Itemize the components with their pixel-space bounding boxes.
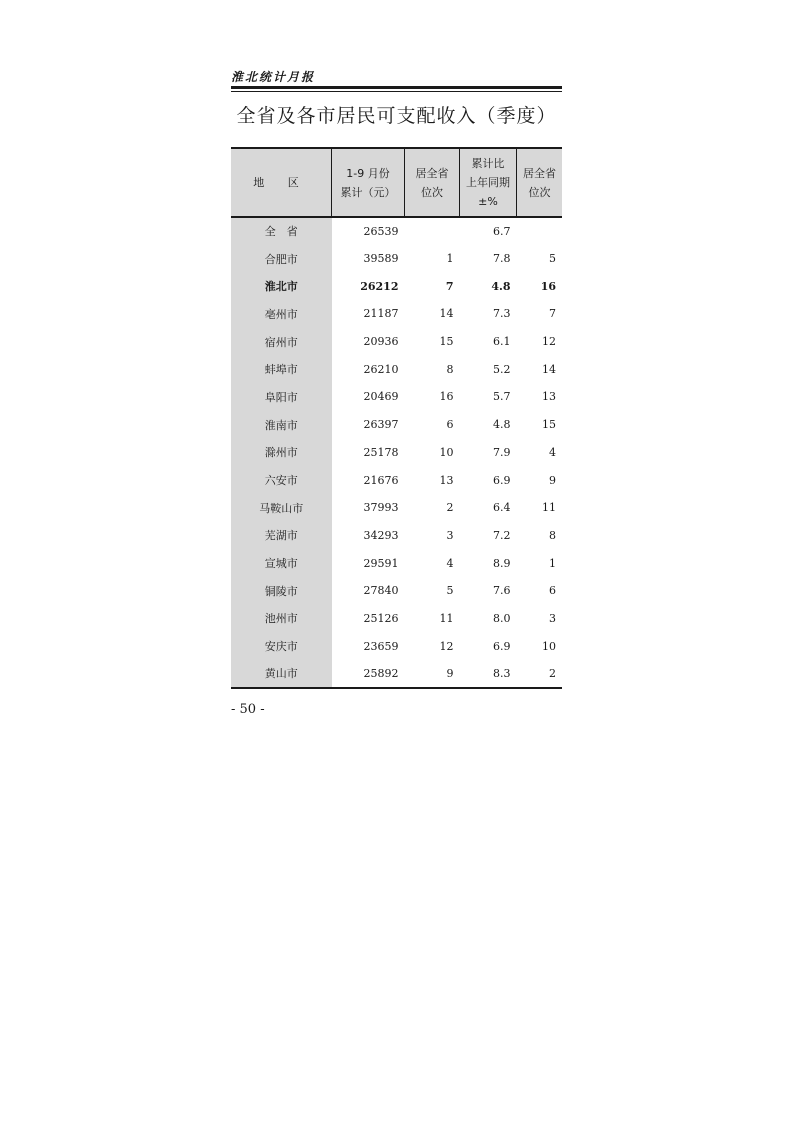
region-cell: 淮南市 xyxy=(231,411,332,439)
income-rank-cell: 5 xyxy=(446,584,454,598)
growth-cell: 7.2 xyxy=(493,528,511,542)
table-row xyxy=(231,355,562,383)
income-cell: 26212 xyxy=(360,279,399,293)
column-header-growth-rank xyxy=(517,148,563,217)
growth-rank-cell: 16 xyxy=(540,279,556,293)
table-row-highlighted xyxy=(231,272,562,300)
page-title: 全省及各市居民可支配收入（季度） xyxy=(236,105,557,127)
region-cell: 宿州市 xyxy=(231,328,332,356)
income-rank-cell: 13 xyxy=(439,473,454,487)
growth-cell: 4.8 xyxy=(491,279,511,293)
income-cell: 26397 xyxy=(363,418,399,432)
region-cell: 全 省 xyxy=(231,217,332,245)
growth-rank-cell: 13 xyxy=(542,390,556,404)
region-cell: 六安市 xyxy=(231,466,332,494)
income-cell: 25126 xyxy=(363,611,399,625)
region-cell: 宣城市 xyxy=(231,549,332,577)
region-cell: 淮北市 xyxy=(231,272,332,300)
growth-rank-cell: 15 xyxy=(542,418,556,432)
page-number: - 50 - xyxy=(231,702,265,717)
column-header-income-line1: 1-9 月份 xyxy=(346,166,390,180)
growth-cell: 7.8 xyxy=(493,252,511,266)
growth-rank-cell: 7 xyxy=(549,307,556,321)
income-cell: 29591 xyxy=(363,556,399,570)
income-rank-cell: 2 xyxy=(446,501,454,515)
table-body xyxy=(231,217,562,688)
column-header-income-line2: 累计（元） xyxy=(340,185,396,199)
column-header-growth-rank-line2: 位次 xyxy=(528,185,551,199)
income-rank-cell: 4 xyxy=(446,556,454,570)
income-cell: 20469 xyxy=(363,390,399,404)
income-cell: 26539 xyxy=(363,224,399,238)
column-header-income-rank-line1: 居全省 xyxy=(415,166,449,180)
table-row xyxy=(231,549,562,577)
growth-rank-cell: 11 xyxy=(542,501,556,515)
income-table xyxy=(231,147,562,689)
growth-rank-cell xyxy=(517,217,563,245)
income-cell: 37993 xyxy=(363,501,399,515)
growth-cell: 6.9 xyxy=(493,473,511,487)
region-cell: 亳州市 xyxy=(231,300,332,328)
region-cell: 合肥市 xyxy=(231,245,332,273)
header-rule-thin xyxy=(231,91,562,92)
region-cell: 阜阳市 xyxy=(231,383,332,411)
income-cell: 21187 xyxy=(363,307,399,321)
growth-rank-cell: 3 xyxy=(549,611,556,625)
column-header-growth-rank-line1: 居全省 xyxy=(523,166,556,180)
table-row xyxy=(231,328,562,356)
growth-rank-cell: 10 xyxy=(542,639,556,653)
growth-cell: 8.9 xyxy=(493,556,511,570)
table-row xyxy=(231,605,562,633)
income-rank-cell: 1 xyxy=(446,252,454,266)
growth-rank-cell: 2 xyxy=(517,660,563,688)
income-rank-cell xyxy=(405,217,460,245)
income-rank-cell: 9 xyxy=(405,660,460,688)
table-row xyxy=(231,466,562,494)
income-rank-cell: 12 xyxy=(439,639,454,653)
table-row xyxy=(231,217,562,245)
growth-cell: 7.9 xyxy=(493,445,511,459)
column-header-growth-line2: 上年同期 xyxy=(466,176,510,189)
column-header-income-rank-line2: 位次 xyxy=(421,185,443,199)
income-rank-cell: 7 xyxy=(445,279,454,293)
table-header xyxy=(231,148,562,217)
table-row xyxy=(231,411,562,439)
column-header-growth-line3: ±% xyxy=(478,195,498,208)
income-cell: 34293 xyxy=(363,528,399,542)
income-cell: 26210 xyxy=(363,362,399,376)
growth-rank-cell: 1 xyxy=(549,556,556,570)
table-header-row xyxy=(231,148,562,217)
table-row xyxy=(231,632,562,660)
growth-cell: 6.4 xyxy=(493,501,511,515)
table-row xyxy=(231,245,562,273)
growth-cell: 6.1 xyxy=(493,335,511,349)
column-header-region-label: 地 区 xyxy=(253,176,309,189)
growth-rank-cell: 9 xyxy=(549,473,556,487)
growth-rank-cell: 14 xyxy=(542,362,556,376)
income-rank-cell: 6 xyxy=(446,418,454,432)
income-cell: 39589 xyxy=(363,252,399,266)
income-cell: 27840 xyxy=(363,584,399,598)
region-cell: 芜湖市 xyxy=(231,522,332,550)
income-cell: 25178 xyxy=(363,445,399,459)
income-cell: 23659 xyxy=(363,639,399,653)
income-rank-cell: 16 xyxy=(439,390,454,404)
region-cell: 马鞍山市 xyxy=(231,494,332,522)
income-rank-cell: 3 xyxy=(446,528,454,542)
table-row xyxy=(231,660,562,688)
column-header-income-rank xyxy=(405,148,460,217)
growth-cell: 6.9 xyxy=(493,639,511,653)
region-cell: 滁州市 xyxy=(231,439,332,467)
growth-cell: 8.0 xyxy=(493,611,511,625)
column-header-growth-line1: 累计比 xyxy=(471,157,505,170)
growth-rank-cell: 5 xyxy=(549,252,556,266)
column-header-growth xyxy=(460,148,517,217)
growth-rank-cell: 6 xyxy=(549,584,556,598)
growth-cell: 5.7 xyxy=(493,390,511,404)
growth-cell: 7.3 xyxy=(493,307,511,321)
growth-rank-cell: 8 xyxy=(549,528,556,542)
table-row xyxy=(231,300,562,328)
income-cell: 25892 xyxy=(332,660,405,688)
income-rank-cell: 15 xyxy=(439,335,454,349)
table-row xyxy=(231,439,562,467)
region-cell: 安庆市 xyxy=(231,632,332,660)
income-cell: 21676 xyxy=(363,473,399,487)
growth-rank-cell: 12 xyxy=(542,335,556,349)
region-cell: 黄山市 xyxy=(231,660,332,688)
column-header-region xyxy=(231,148,332,217)
column-header-income xyxy=(332,148,405,217)
table-row xyxy=(231,383,562,411)
growth-rank-cell: 4 xyxy=(549,445,556,459)
income-cell: 20936 xyxy=(363,335,399,349)
growth-cell: 8.3 xyxy=(460,660,517,688)
table-row xyxy=(231,494,562,522)
growth-cell: 7.6 xyxy=(493,584,511,598)
income-rank-cell: 10 xyxy=(439,445,454,459)
table-row xyxy=(231,522,562,550)
header-rule-thick xyxy=(231,86,562,89)
region-cell: 池州市 xyxy=(231,605,332,633)
income-rank-cell: 8 xyxy=(446,362,454,376)
running-head: 淮北统计月报 xyxy=(231,70,316,84)
region-cell: 蚌埠市 xyxy=(231,355,332,383)
growth-cell: 5.2 xyxy=(493,362,511,376)
table-row xyxy=(231,577,562,605)
growth-cell: 4.8 xyxy=(493,418,511,432)
region-cell: 铜陵市 xyxy=(231,577,332,605)
growth-cell: 6.7 xyxy=(493,224,511,238)
income-rank-cell: 11 xyxy=(439,611,454,625)
income-rank-cell: 14 xyxy=(439,307,454,321)
